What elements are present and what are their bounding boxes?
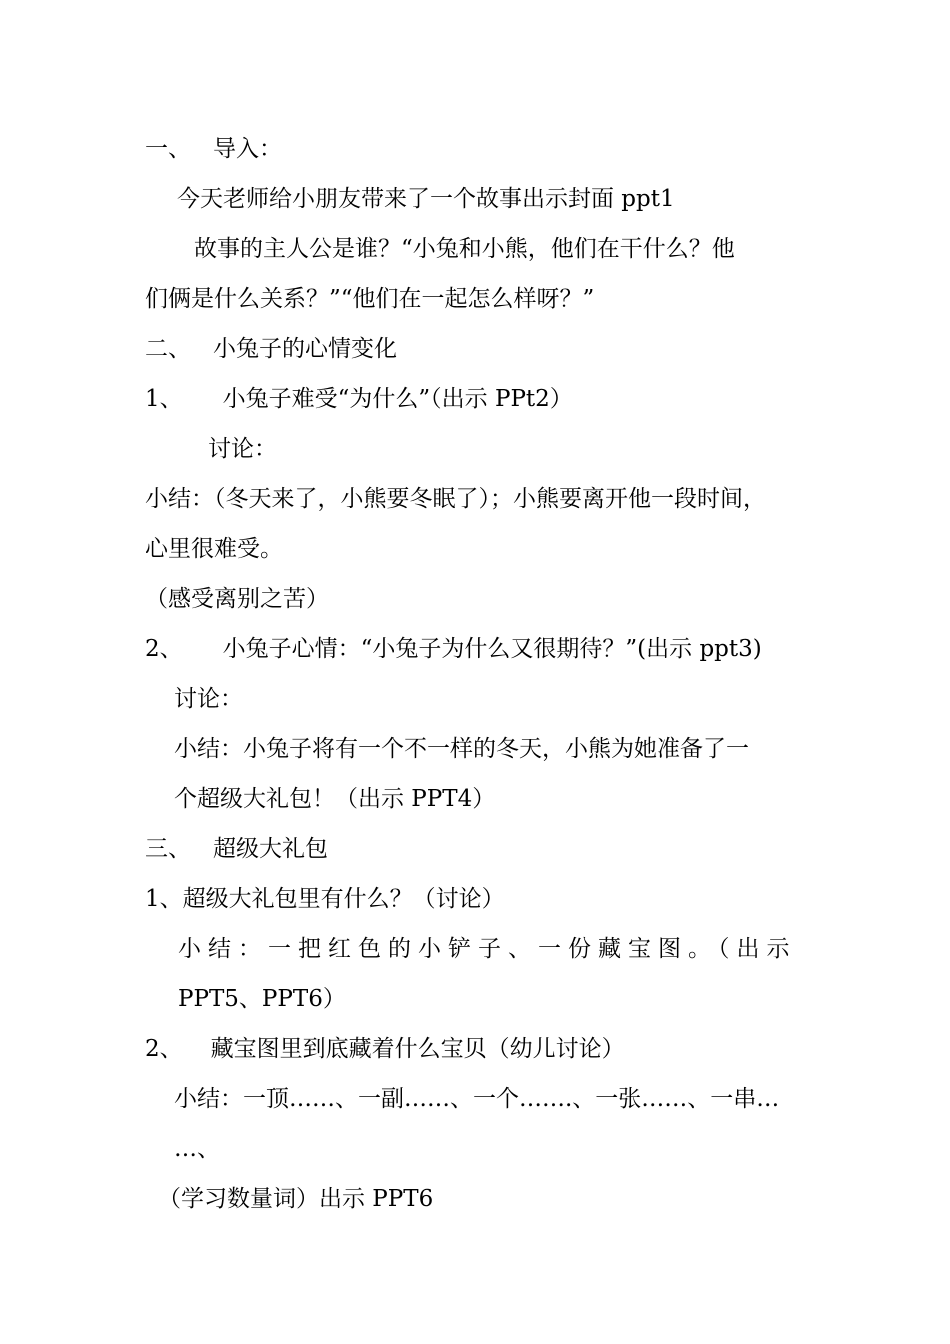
section-marker: 三、 <box>145 836 191 862</box>
section-heading-1 <box>145 134 282 164</box>
list-text: 小兔子难受“为什么”（出示 PPt2） <box>222 386 573 412</box>
section-marker: 二、 <box>145 336 191 362</box>
paragraph-line: 1、超级大礼包里有什么？（讨论） <box>145 886 505 912</box>
list-marker: 1、 <box>145 386 183 412</box>
list-marker: 2、 <box>145 636 183 662</box>
paragraph-line: 心里很难受。 <box>145 536 283 562</box>
paragraph-line: PPT5、PPT6） <box>178 986 346 1012</box>
paragraph-line: 们俩是什么关系？”“他们在一起怎么样呀？” <box>145 286 595 312</box>
list-item-3 <box>145 1034 625 1064</box>
list-marker: 2、 <box>145 1036 183 1062</box>
paragraph-line: 小结：（冬天来了，小熊要冬眠了）；小熊要离开他一段时间， <box>145 486 766 512</box>
section-heading-2 <box>145 334 397 364</box>
paragraph-line: （学习数量词）出示 PPT6 <box>158 1186 434 1212</box>
list-item-1 <box>145 384 573 414</box>
section-marker: 一、 <box>145 136 191 162</box>
paragraph-line: …、 <box>174 1136 220 1162</box>
list-item-2 <box>145 634 762 664</box>
paragraph-line: 今天老师给小朋友带来了一个故事出示封面 ppt1 <box>177 186 675 212</box>
section-title: 小兔子的心情变化 <box>213 336 397 362</box>
paragraph-line: 小结：小兔子将有一个不一样的冬天，小熊为她准备了一 <box>174 736 749 762</box>
paragraph-line: 讨论： <box>174 686 243 712</box>
section-title: 超级大礼包 <box>213 836 328 862</box>
section-title: 导入： <box>213 136 282 162</box>
paragraph-line: 小结：一顶……、一副……、一个…….、一张……、一串… <box>174 1086 780 1112</box>
paragraph-line: 小结：一把红色的小铲子、一份藏宝图。（出示 <box>178 936 797 962</box>
paragraph-line: （感受离别之苦） <box>145 586 329 612</box>
list-text: 藏宝图里到底藏着什么宝贝（幼儿讨论） <box>210 1036 625 1062</box>
paragraph-line: 故事的主人公是谁？“小兔和小熊，他们在干什么？他 <box>194 236 735 262</box>
list-text: 小兔子心情：“小兔子为什么又很期待？”(出示 ppt3) <box>222 636 762 662</box>
paragraph-line: 个超级大礼包！（出示 PPT4） <box>174 786 496 812</box>
paragraph-line: 讨论： <box>208 436 277 462</box>
section-heading-3 <box>145 834 328 864</box>
